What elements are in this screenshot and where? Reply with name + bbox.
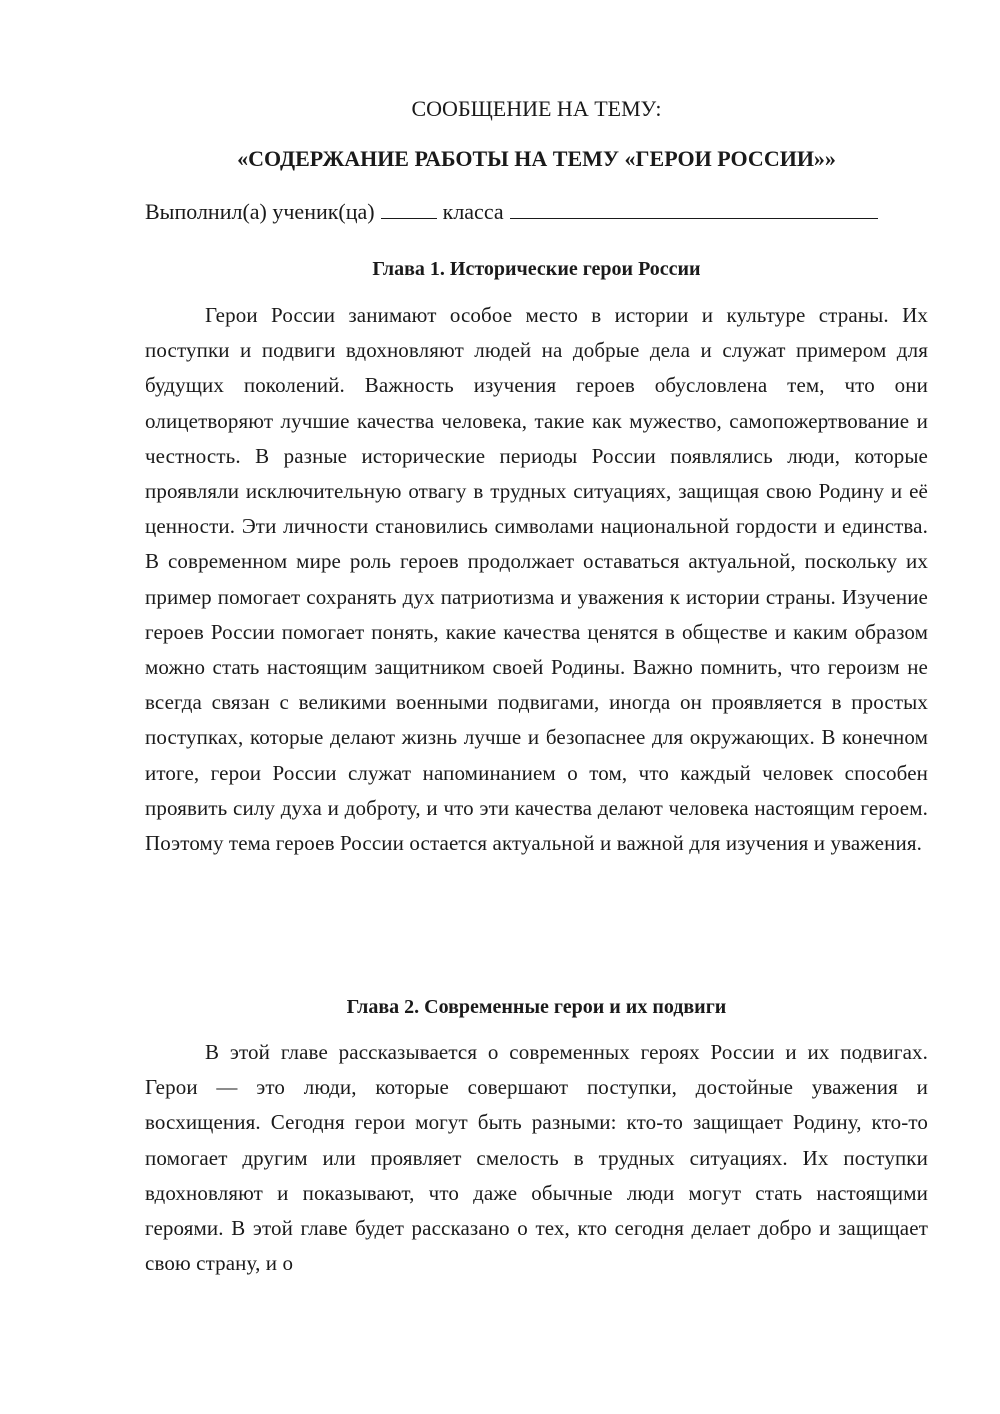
chapter-1-paragraph: Герои России занимают особое место в истории и культуре страны. Их поступки и подвиги вдохновляют людей на добрые дела и служат примером для будущих поколений. Важность изучения героев обусловлена тем, что они олицетворяют лучшие качества человека, такие как мужество, самопожертвование и честность. В разные исторические периоды России появлялись люди, которые проявляли исключительную отвагу в трудных ситуациях, защищая свою Родину и её ценности. Эти личности становились символами национальной гордости и единства. В современном мире роль героев продолжает оставаться актуальной, поскольку их пример помогает сохранять дух патриотизма и уважения к истории страны. Изучение героев России помогает понять, какие качества ценятся в обществе и каким образом можно стать настоящим защитником своей Родины. Важно помнить, что героизм не всегда связан с великими военными подвигами, иногда он проявляется в простых поступках, которые делают жизнь лучше и безопаснее для окружающих. В конечном итоге, герои России служат напоминанием о том, что каждый человек способен проявить силу духа и доброту, и что эти качества делают человека настоящим героем. Поэтому тема героев России остается актуальной и важной для изучения и уважения.: [145, 303, 928, 856]
author-line: [145, 198, 928, 226]
chapter-2-paragraph: В этой главе рассказывается о современных героях России и их подвигах. Герои — это люди, которые совершают поступки, достойные уважения и восхищения. Сегодня герои могут быть разными: кто-то защищает Родину, кто-то помогает другим или проявляет смелость в трудных ситуациях. Их поступки вдохновляют и показывают, что даже обычные люди могут стать настоящими героями. В этой главе будет рассказано о тех, кто сегодня делает добро и защищает свою страну, и о: [145, 1040, 928, 1276]
student-name-blank: [510, 198, 878, 219]
author-prefix: Выполнил(а) ученик(ца): [145, 199, 375, 224]
chapter-2-title: Глава 2. Современные герои и их подвиги: [346, 996, 727, 1018]
class-word: класса: [442, 199, 504, 224]
class-number-blank: [381, 198, 437, 219]
report-topic-line: СООБЩЕНИЕ НА ТЕМУ:: [411, 96, 662, 121]
chapter-1-title: Глава 1. Исторические герои России: [372, 258, 701, 280]
report-subject-title: «СОДЕРЖАНИЕ РАБОТЫ НА ТЕМУ «ГЕРОИ РОССИИ»»: [237, 146, 836, 171]
